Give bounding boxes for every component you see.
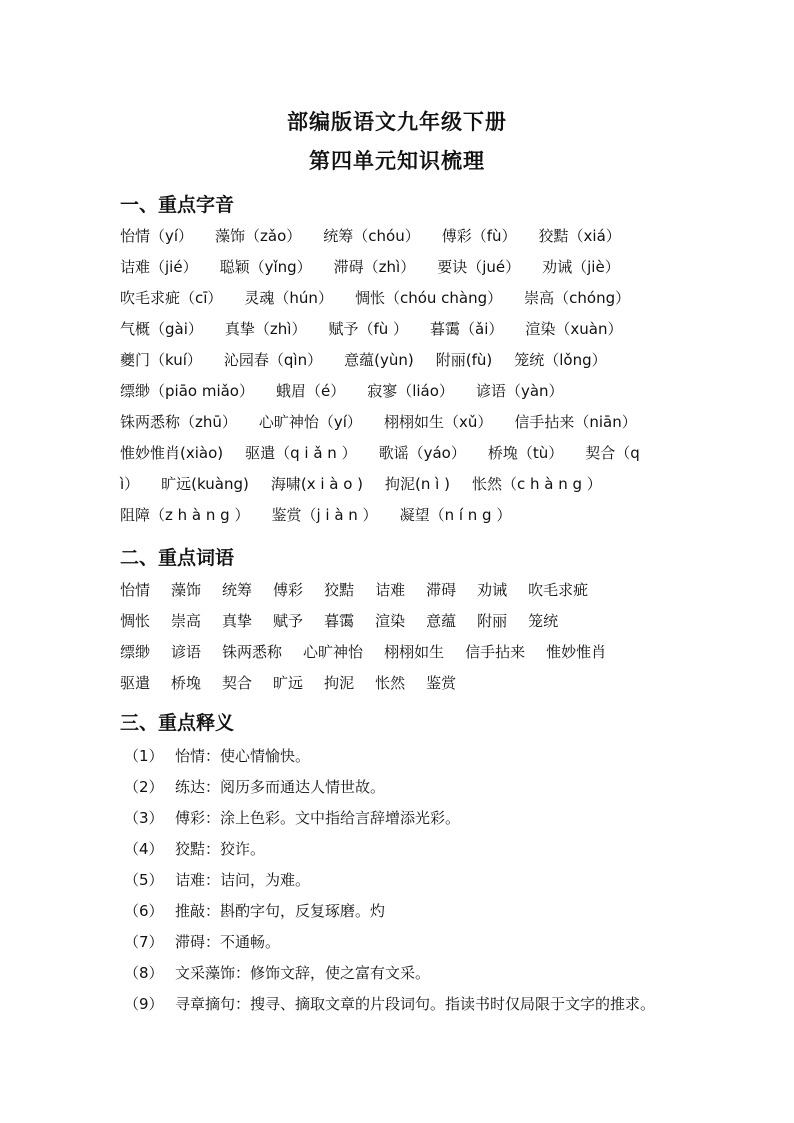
key-word: 诘难	[375, 581, 406, 599]
key-word: 惆怅	[120, 612, 151, 630]
key-word: 旷远	[273, 674, 304, 692]
definition-number: （8）	[124, 964, 164, 982]
pronunciation-item: 要诀（jué）	[437, 258, 521, 276]
section-heading-definitions: 三、重点释义	[120, 712, 235, 734]
pronunciation-row	[120, 442, 680, 473]
pronunciation-item: 气概（gài）	[120, 320, 203, 338]
section-heading-key-words: 二、重点词语	[120, 547, 235, 569]
pronunciation-item: 鉴赏（j i à n ）	[271, 506, 378, 524]
key-word: 渲染	[375, 612, 406, 630]
key-word-list	[120, 579, 680, 703]
pronunciation-item: 栩栩如生（xǔ）	[383, 413, 493, 431]
pronunciation-item: 桥堍（tù）	[487, 444, 564, 462]
definition-item	[124, 962, 724, 993]
key-word: 傅彩	[273, 581, 304, 599]
key-word: 谚语	[171, 643, 202, 661]
pronunciation-item: 灵魂（hún）	[244, 289, 333, 307]
key-word: 狡黠	[324, 581, 355, 599]
pronunciation-item: 渲染（xuàn）	[525, 320, 623, 338]
definition-number: （1）	[124, 747, 164, 765]
pronunciation-list	[120, 225, 680, 535]
key-word: 栩栩如生	[384, 643, 445, 661]
definition-number: （6）	[124, 902, 164, 920]
pronunciation-item: 驱遣（q i ǎ n ）	[245, 444, 357, 462]
key-word: 铢两悉称	[222, 643, 283, 661]
pronunciation-row	[120, 318, 680, 349]
key-word: 缥缈	[120, 643, 151, 661]
pronunciation-row	[120, 380, 680, 411]
pronunciation-item: 赋予（fù ）	[328, 320, 409, 338]
pronunciation-item: 怡情（yí）	[120, 227, 194, 245]
pronunciation-item: 意蕴(yùn)	[344, 351, 414, 369]
document-title: 部编版语文九年级下册	[287, 110, 507, 134]
pronunciation-item: 统筹（chóu）	[323, 227, 420, 245]
definition-text: 文采藻饰：修饰文辞，使之富有文采。	[175, 964, 431, 982]
pronunciation-row	[120, 225, 680, 256]
pronunciation-row	[120, 349, 680, 380]
key-word: 驱遣	[120, 674, 151, 692]
definition-text: 滞碍：不通畅。	[175, 933, 281, 951]
pronunciation-item: 真挚（zhì）	[224, 320, 307, 338]
pronunciation-item: 旷远(kuàng)	[161, 475, 249, 493]
key-word-row	[120, 610, 680, 641]
definition-text: 傅彩：涂上色彩。文中指给言辞增添光彩。	[175, 809, 461, 827]
pronunciation-row	[120, 411, 680, 442]
pronunciation-item: 凝望（n í n g ）	[399, 506, 512, 524]
pronunciation-item: 笼统（lǒng）	[514, 351, 607, 369]
key-word: 崇高	[171, 612, 202, 630]
definition-item	[124, 900, 724, 931]
key-word: 桥堍	[171, 674, 202, 692]
key-word: 契合	[222, 674, 253, 692]
key-word: 吹毛求疵	[528, 581, 589, 599]
pronunciation-item: 歌谣（yáo）	[378, 444, 466, 462]
definition-number: （4）	[124, 840, 164, 858]
pronunciation-item: 谚语（yàn）	[475, 382, 564, 400]
pronunciation-item: 滞碍（zhì）	[333, 258, 416, 276]
pronunciation-item: 蛾眉（é）	[275, 382, 346, 400]
definition-item	[124, 807, 724, 838]
key-word: 真挚	[222, 612, 253, 630]
definition-item	[124, 869, 724, 900]
key-word-row	[120, 641, 680, 672]
definition-number: （2）	[124, 778, 164, 796]
definition-item	[124, 776, 724, 807]
definition-number: （9）	[124, 995, 164, 1013]
section-heading-pronunciation: 一、重点字音	[120, 194, 235, 216]
definition-number: （5）	[124, 871, 164, 889]
definition-number: （7）	[124, 933, 164, 951]
key-word: 鉴赏	[426, 674, 457, 692]
key-word-row	[120, 579, 680, 610]
pronunciation-item: 惟妙惟肖(xiào)	[120, 444, 224, 462]
definition-text: 练达：阅历多而通达人情世故。	[175, 778, 386, 796]
definition-text: 狡黠：狡诈。	[175, 840, 266, 858]
pronunciation-item: 惆怅（chóu chàng）	[354, 289, 503, 307]
key-word: 附丽	[477, 612, 508, 630]
key-word: 藻饰	[171, 581, 202, 599]
pronunciation-item: 附丽(fù)	[435, 351, 493, 369]
pronunciation-item: 缥缈（piāo miǎo）	[120, 382, 254, 400]
definition-item	[124, 931, 724, 962]
key-word: 怅然	[375, 674, 406, 692]
pronunciation-item: 寂寥（liáo）	[367, 382, 454, 400]
pronunciation-item: 契合（q	[585, 444, 640, 462]
definition-text: 推敲：斟酌字句，反复琢磨。灼	[175, 902, 386, 920]
pronunciation-item: 阻障（z h à n g ）	[120, 506, 250, 524]
key-word: 笼统	[528, 612, 559, 630]
pronunciation-item: ì）	[120, 475, 140, 493]
pronunciation-item: 怅然（c h à n g ）	[471, 475, 602, 493]
document-subtitle: 第四单元知识梳理	[309, 149, 485, 173]
definition-text: 诘难：诘问，为难。	[175, 871, 311, 889]
definition-item	[124, 993, 724, 1024]
definition-item	[124, 838, 724, 869]
pronunciation-item: 信手拈来（niān）	[514, 413, 637, 431]
pronunciation-item: 聪颖（yǐng）	[219, 258, 312, 276]
definition-item	[124, 745, 724, 776]
pronunciation-item: 吹毛求疵（cī）	[120, 289, 223, 307]
pronunciation-item: 拘泥(n ì )	[385, 475, 450, 493]
key-word: 信手拈来	[465, 643, 526, 661]
pronunciation-row	[120, 473, 680, 504]
pronunciation-item: 崇高（chóng）	[524, 289, 631, 307]
pronunciation-item: 诘难（jié）	[120, 258, 198, 276]
pronunciation-row	[120, 256, 680, 287]
definition-text: 怡情：使心情愉快。	[175, 747, 311, 765]
pronunciation-item: 海啸(x i à o )	[270, 475, 364, 493]
definition-list	[124, 745, 724, 1024]
pronunciation-item: 藻饰（zǎo）	[215, 227, 302, 245]
key-word: 赋予	[273, 612, 304, 630]
pronunciation-item: 沁园春（qìn）	[223, 351, 323, 369]
pronunciation-item: 傅彩（fù）	[441, 227, 517, 245]
key-word: 统筹	[222, 581, 253, 599]
key-word: 劝诫	[477, 581, 508, 599]
key-word: 拘泥	[324, 674, 355, 692]
key-word: 怡情	[120, 581, 151, 599]
pronunciation-item: 铢两悉称（zhū）	[120, 413, 237, 431]
key-word: 滞碍	[426, 581, 457, 599]
pronunciation-row	[120, 504, 680, 535]
pronunciation-row	[120, 287, 680, 318]
pronunciation-item: 心旷神怡（yí）	[258, 413, 362, 431]
definition-number: （3）	[124, 809, 164, 827]
key-word: 暮霭	[324, 612, 355, 630]
pronunciation-item: 劝诫（jiè）	[542, 258, 620, 276]
pronunciation-item: 夔门（kuí）	[120, 351, 202, 369]
key-word: 惟妙惟肖	[546, 643, 607, 661]
key-word: 心旷神怡	[303, 643, 364, 661]
key-word: 意蕴	[426, 612, 457, 630]
definition-text: 寻章摘句：搜寻、摘取文章的片段词句。指读书时仅局限于文字的推求。	[175, 995, 656, 1013]
pronunciation-item: 狡黠（xiá）	[538, 227, 621, 245]
key-word-row	[120, 672, 680, 703]
pronunciation-item: 暮霭（ǎi）	[430, 320, 504, 338]
